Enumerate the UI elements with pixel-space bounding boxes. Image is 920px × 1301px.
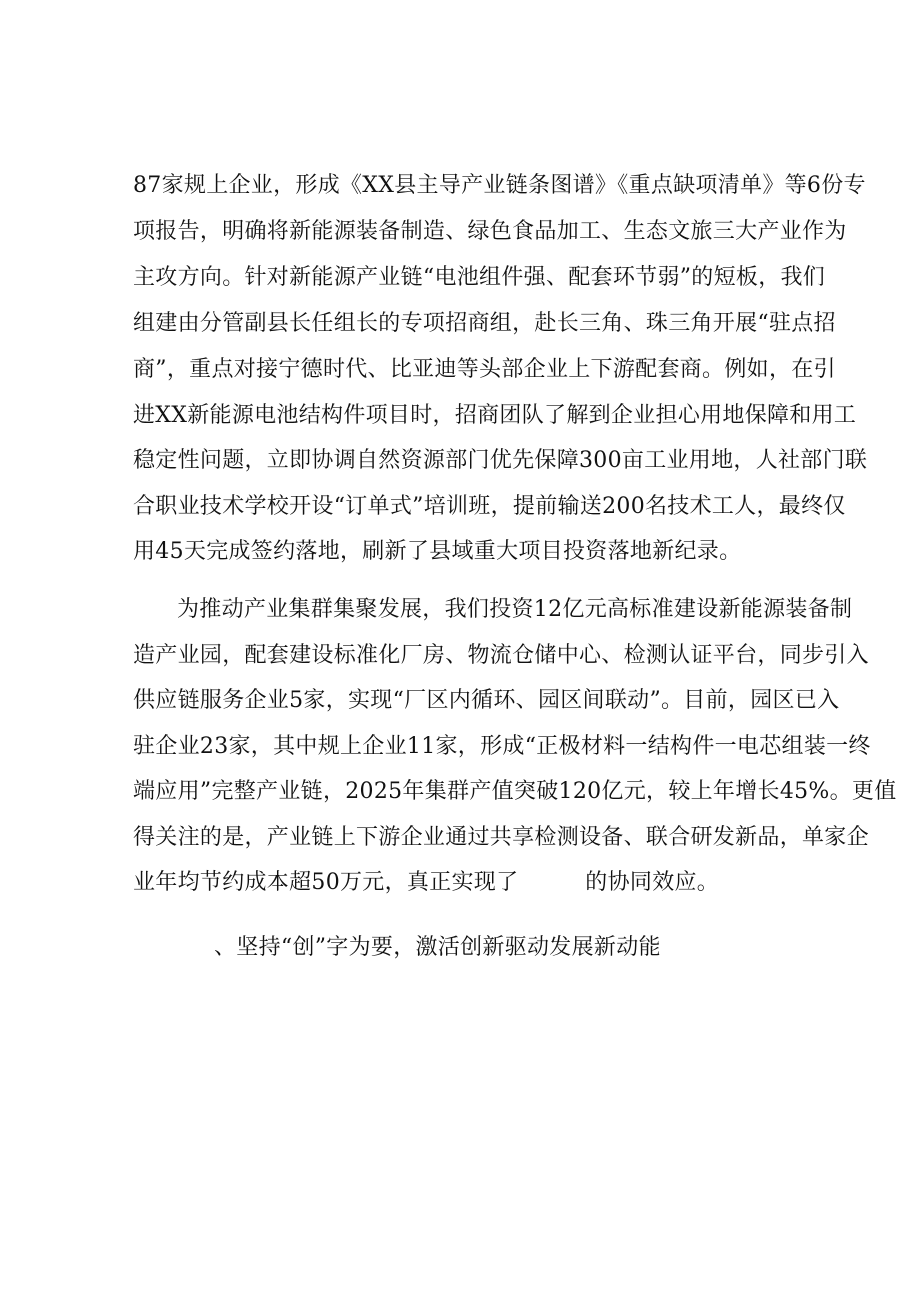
paragraph-line: 项报告，明确将新能源装备制造、绿色食品加工、生态文旅三大产业作为 [133,219,847,244]
paragraph-line: 87家规上企业，形成《XX县主导产业链条图谱》《重点缺项清单》等6份专 [133,173,866,198]
paragraph-line: 合职业技术学校开设“订单式”培训班，提前输送200名技术工人，最终仅 [133,494,846,519]
paragraph-line: 端应用”完整产业链，2025年集群产值突破120亿元，较上年增长45%。更值 [133,779,897,804]
paragraph-line: 商”，重点对接宁德时代、比亚迪等头部企业上下游配套商。例如，在引 [133,357,836,382]
paragraph-line: 用45天完成签约落地，刷新了县域重大项目投资落地新纪录。 [133,539,742,564]
paragraph-line: 进XX新能源电池结构件项目时，招商团队了解到企业担心用地保障和用工 [133,403,857,428]
paragraph-line: 稳定性问题，立即协调自然资源部门优先保障300亩工业用地，人社部门联 [133,448,868,473]
paragraph-line: 为推动产业集群集聚发展，我们投资12亿元高标准建设新能源装备制 [177,597,853,622]
paragraph-line: 组建由分管副县长任组长的专项招商组，赴长三角、珠三角开展“驻点招 [133,311,836,336]
paragraph-line: 业年均节约成本超50万元，真正实现了 的协同效应。 [133,870,720,895]
paragraph-line: 得关注的是，产业链上下游企业通过共享检测设备、联合研发新品，单家企 [133,825,869,850]
paragraph-line: 主攻方向。针对新能源产业链“电池组件强、配套环节弱”的短板，我们 [133,265,826,290]
section-heading: 、坚持“创”字为要，激活创新驱动发展新动能 [214,935,661,960]
paragraph-line: 驻企业23家，其中规上企业11家，形成“正极材料一结构件一电芯组装一终 [133,734,871,759]
paragraph-line: 造产业园，配套建设标准化厂房、物流仓储中心、检测认证平台，同步引入 [133,643,869,668]
paragraph-line: 供应链服务企业5家，实现“厂区内循环、园区间联动”。目前，园区已入 [133,688,840,713]
